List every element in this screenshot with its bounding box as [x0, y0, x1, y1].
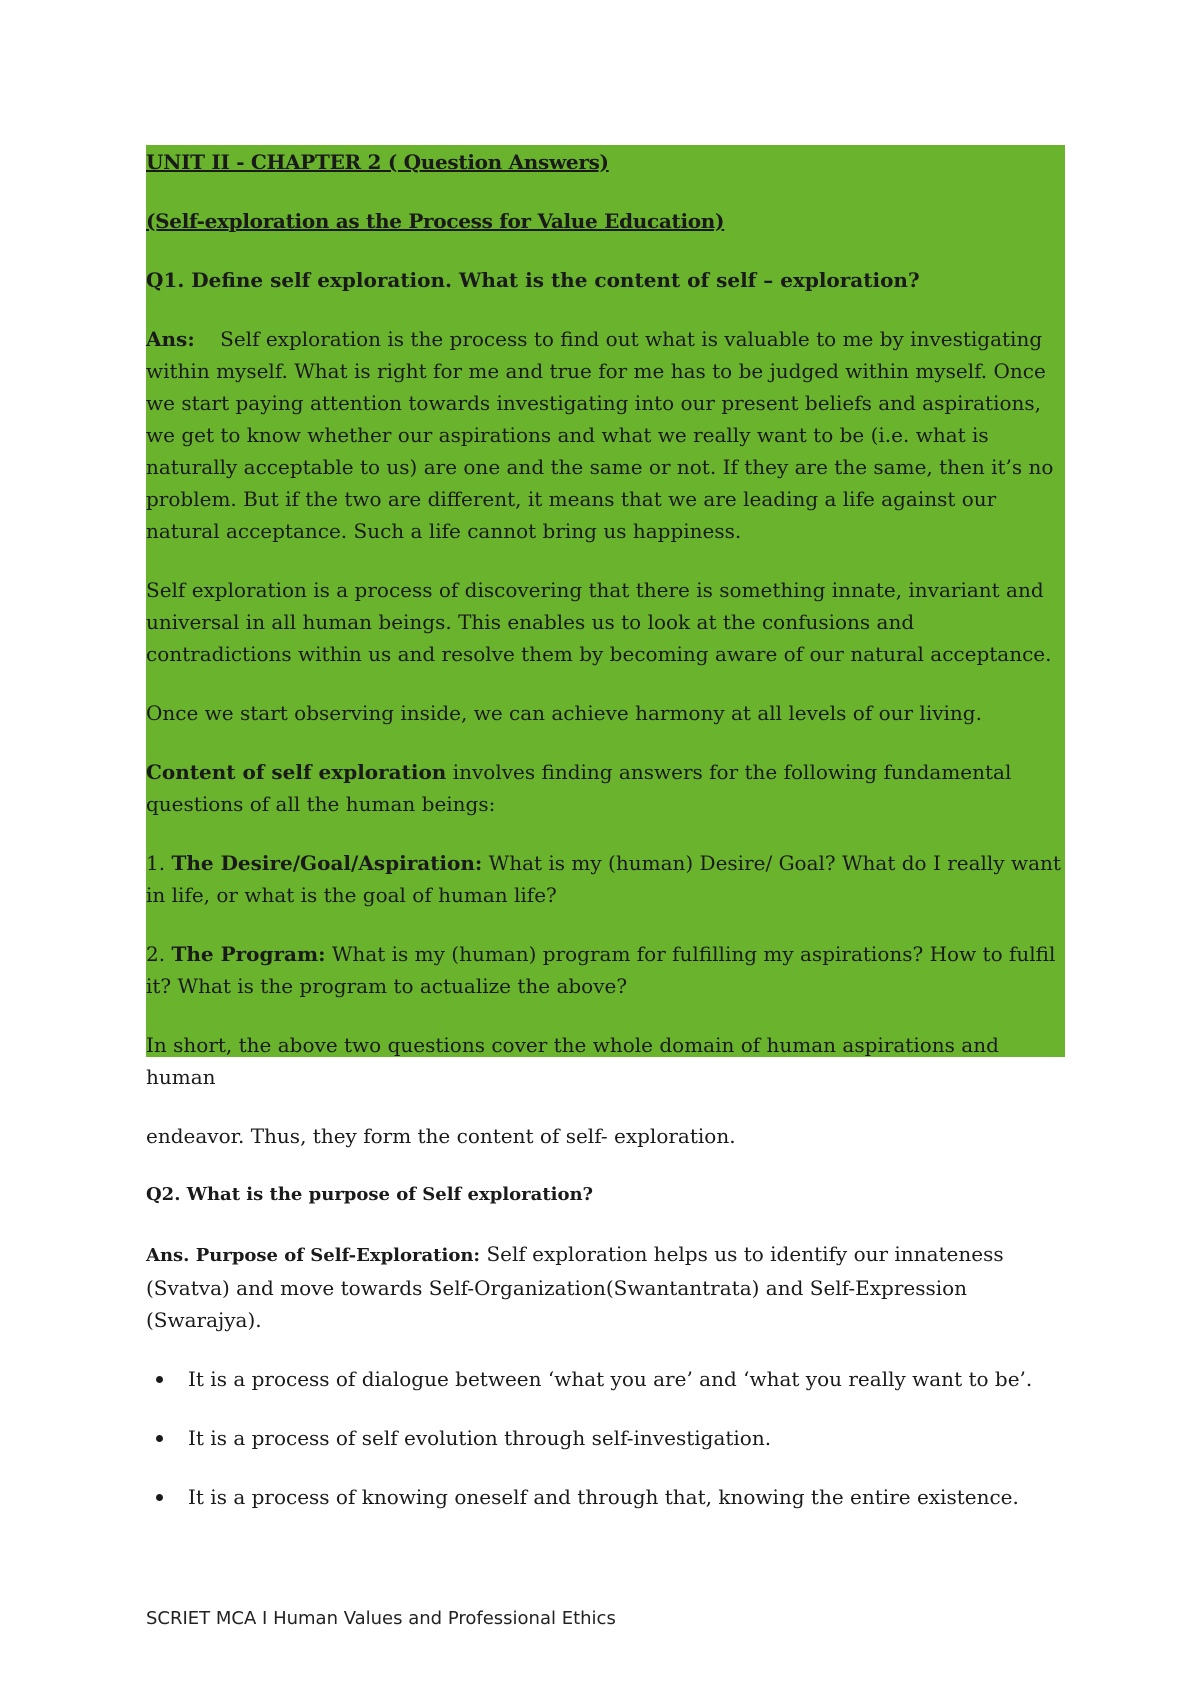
answer-1-paragraph-1 [146, 323, 1066, 547]
content-text: involves finding answers for the following fundamental questions of all the human beings: [146, 760, 1012, 816]
item-number: 1. [146, 851, 166, 875]
bullet-item [146, 1422, 1066, 1454]
bullet-text: It is a process of knowing oneself and through that, knowing the entire existence. [188, 1485, 1019, 1509]
answer-1-text: Self exploration is the process to find out what is valuable to me by investigating within myself. What is right for me and true for me has to be judged within myself. Once we start paying attention towards investigating into our present beliefs and aspirations, we get to know whether our aspirations and what we really want to be (i.e. what is naturally acceptable to us) are one and the same or not. If they are the same, then it’s no problem. But if the two are different, it means that we are leading a life against our natural acceptance. Such a life cannot bring us happiness. [146, 327, 1054, 543]
answer-1-paragraph-2: Self exploration is a process of discovering that there is something innate, invariant and universal in all human beings. This enables us to look at the confusions and contradictions within us and resolve them by becoming aware of our natural acceptance. [146, 578, 1052, 666]
question-2: Q2. What is the purpose of Self exploration? [146, 1184, 594, 1205]
item-text: What is my (human) Desire/ Goal? What do I really want in life, or what is the goal of human life? [146, 851, 1061, 907]
list-item-1 [146, 847, 1066, 911]
item-number: 2. [146, 942, 166, 966]
question-1: Q1. Define self exploration. What is the content of self – exploration? [146, 268, 920, 292]
content-label: Content of self exploration [146, 760, 447, 784]
item-label: The Program: [171, 942, 326, 966]
bullet-icon [156, 1494, 163, 1501]
list-item-2 [146, 938, 1066, 1002]
answer-1-paragraph-3: Once we start observing inside, we can achieve harmony at all levels of our living. [146, 701, 982, 725]
content-of-self-exploration [146, 756, 1066, 820]
document-body [146, 146, 1066, 1540]
item-text: What is my (human) program for fulfilling my aspirations? How to fulfil it? What is the program to actualize the above? [146, 942, 1056, 998]
answer-2-label: Ans. Purpose of Self-Exploration: [146, 1245, 481, 1266]
purpose-bullet-list [146, 1363, 1066, 1513]
bullet-text: It is a process of self evolution through self-investigation. [188, 1426, 772, 1450]
page-footer: SCRIET MCA I Human Values and Professional Ethics [146, 1608, 616, 1629]
answer-2 [146, 1238, 1066, 1336]
answer-2-text: Self exploration helps us to identify our innateness (Svatva) and move towards Self-Organization(Swantantrata) and Self-Expression (Swarajya). [146, 1242, 1004, 1332]
chapter-subtitle: (Self-exploration as the Process for Value Education) [146, 209, 725, 233]
unit-title: UNIT II - CHAPTER 2 ( Question Answers) [146, 150, 609, 174]
bullet-icon [156, 1435, 163, 1442]
item-label: The Desire/Goal/Aspiration: [171, 851, 483, 875]
bullet-item [146, 1363, 1066, 1395]
summary-line-1: In short, the above two questions cover the whole domain of human aspirations and human [146, 1033, 999, 1089]
answer-label: Ans: [146, 327, 195, 351]
bullet-text: It is a process of dialogue between ‘what you are’ and ‘what you really want to be’. [188, 1367, 1033, 1391]
bullet-item [146, 1481, 1066, 1513]
bullet-icon [156, 1376, 163, 1383]
summary-line-2: endeavor. Thus, they form the content of self- exploration. [146, 1124, 736, 1148]
